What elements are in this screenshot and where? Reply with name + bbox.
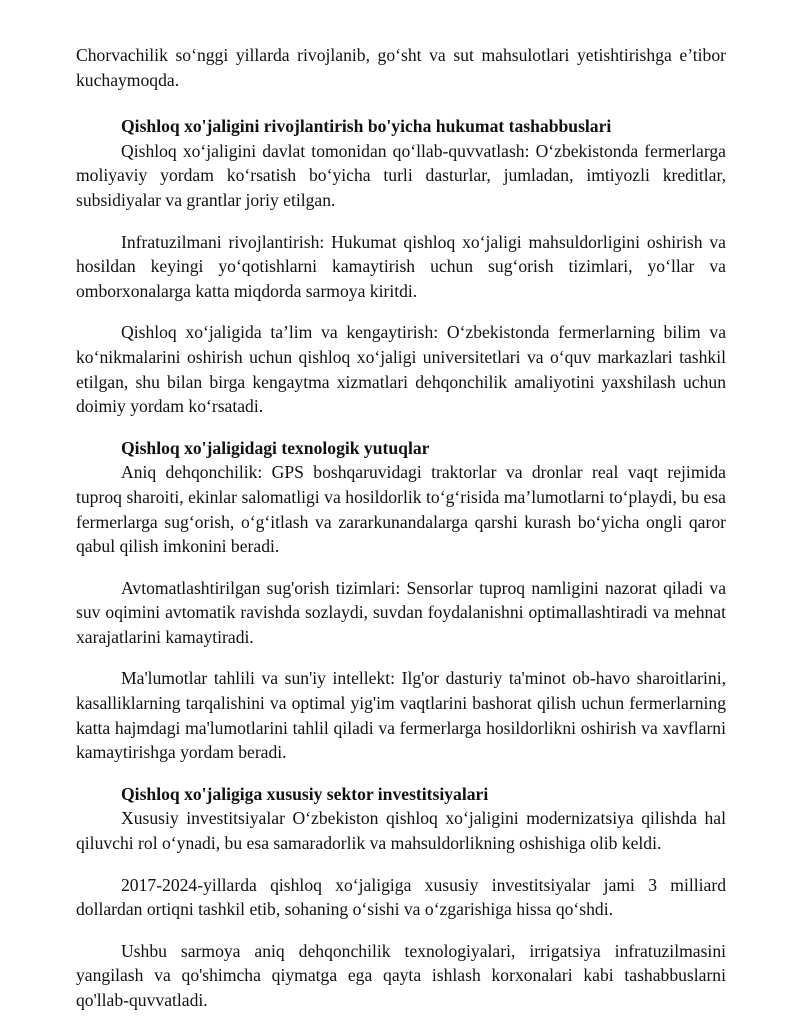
paragraph-state-support: Qishloq xo‘jaligini davlat tomonidan qo‘llab-quvvatlash: O‘zbekistonda fermerlarga moliyaviy yordam ko‘rsatish bo‘yicha turli dasturlar, jumladan, imtiyozli kreditlar, subsidiyalar va grantlar joriy etilgan. <box>76 140 726 210</box>
section-heading-government-initiatives: Qishloq xo'jaligini rivojlantirish bo'yicha hukumat tashabbuslari <box>121 116 612 137</box>
paragraph-infrastructure: Infratuzilmani rivojlantirish: Hukumat qishloq xo‘jaligi mahsuldorligini oshirish va hosildan keyingi yo‘qotishlarni kamaytirish uchun sug‘orish tizimlari, yo‘llar va omborxonalarga katta miqdorda sarmoya kiritdi. <box>76 231 726 301</box>
paragraph-automated-irrigation: Avtomatlashtirilgan sug'orish tizimlari: Sensorlar tuproq namligini nazorat qiladi va suv oqimini avtomatik ravishda sozlaydi, suvdan foydalanishni optimallashtiradi va mehnat xarajatlarini kamaytiradi. <box>76 577 726 647</box>
paragraph-investment-total: 2017-2024-yillarda qishloq xo‘jaligiga xususiy investitsiyalar jami 3 milliard dollardan ortiqni tashkil etib, sohaning o‘sishi va o‘zgarishiga hissa qo‘shdi. <box>76 874 726 920</box>
intro-paragraph: Chorvachilik so‘nggi yillarda rivojlanib, go‘sht va sut mahsulotlari yetishtirishga e’tibor kuchaymoqda. <box>76 45 726 90</box>
paragraph-education-extension: Qishloq xo‘jaligida ta’lim va kengaytirish: O‘zbekistonda fermerlarning bilim va ko‘nikmalarini oshirish uchun qishloq xo‘jaligi universitetlari va o‘quv markazlari tashkil etilgan, shu bilan birga kengaytma xizmatlari dehqonchilik amaliyotini yaxshilash uchun doimiy yordam ko‘rsatadi. <box>76 322 726 417</box>
section-heading-technology-advances: Qishloq xo'jaligidagi texnologik yutuqlar <box>121 437 430 458</box>
section-heading-private-investment: Qishloq xo'jaligiga xususiy sektor investitsiyalari <box>121 783 489 804</box>
paragraph-data-analytics-ai: Ma'lumotlar tahlili va sun'iy intellekt: Ilg'or dasturiy ta'minot ob-havo sharoitlarini, kasalliklarning tarqalishini va optimal yig'im vaqtlarini bashorat qilish uchun fermerlarning katta hajmdagi ma'lumotlarini tahlil qiladi va fermerlarga hosildorlikni oshirish va xavflarni kamaytirishga yordam beradi. <box>76 668 726 763</box>
paragraph-precision-farming: Aniq dehqonchilik: GPS boshqaruvidagi traktorlar va dronlar real vaqt rejimida tuproq sharoiti, ekinlar salomatligi va hosildorlik to‘g‘risida ma’lumotlarni to‘playdi, bu esa fermerlarga sug‘orish, o‘g‘itlash va zararkunandalarga qarshi kurash bo‘yicha ongli qaror qabul qilish imkonini beradi. <box>76 462 726 557</box>
paragraph-private-investment-role: Xususiy investitsiyalar O‘zbekiston qishloq xo‘jaligini modernizatsiya qilishda hal qiluvchi rol o‘ynadi, bu esa samaradorlik va mahsuldorlikning oshishiga olib keldi. <box>76 808 726 854</box>
document-page <box>76 43 726 1013</box>
paragraph-investment-initiatives: Ushbu sarmoya aniq dehqonchilik texnologiyalari, irrigatsiya infratuzilmasini yangilash va qo'shimcha qiymatga ega qayta ishlash korxonalari kabi tashabbuslarni qo'llab-quvvatladi. <box>76 940 726 1010</box>
